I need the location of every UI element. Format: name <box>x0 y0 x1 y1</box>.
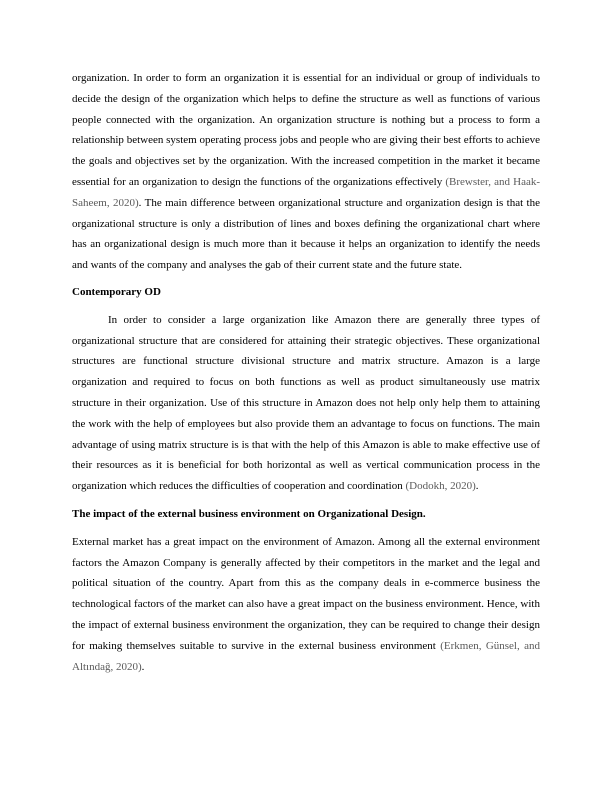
paragraph-text: . <box>141 660 145 673</box>
citation: (Dodokh, 2020) <box>405 480 476 493</box>
paragraph-text: organization. In order to form an organization it is essential for an individual or group of individuals to decide the design of the organization which helps to define the structure as well as functions of various people connected with the organization. An organization structure is nothing but a process to form a relationship between system operating process jobs and people who are giving their best efforts to achieve the goals and objectives set by the organization. With the increased competition in the market it became essential for an organization to design the functions of the organizations effectively <box>72 72 540 188</box>
citation: (Brewster, and Haak-Saheem, 2020) <box>72 175 540 209</box>
section-heading-external-environment: The impact of the external business environment on Organizational Design. <box>72 507 426 520</box>
paragraph-text: . The main difference between organizational structure and organization design is that the organizational structure is only a distribution of lines and boxes defining the organizational chart where has an organizational design is much more than it because it helps an organization to identify the needs and wants of the company and analyses the gab of their current state and the future state. <box>72 196 540 272</box>
paragraph-contemporary-od <box>72 310 540 497</box>
paragraph-text: . <box>475 480 479 493</box>
paragraph-text: In order to consider a large organization like Amazon there are generally three types of organizational structure that are considered for attaining their strategic objectives. These organizational structures are functional structure divisional structure and matrix structure. Amazon is a large organization and required to focus on both functions as well as product simultaneously use matrix structure in their organization. Use of this structure in Amazon does not help only help them to attaining the work with the help of employees but also provide them an advantage to focus on functions. The main advantage of using matrix structure is is that with the help of this Amazon is able to make effective use of their resources as it is beneficial for both horizontal as well as vertical communication process in the organization which reduces the difficulties of cooperation and coordination <box>72 313 540 493</box>
citation: (Erkmen, Günsel, and Altındağ, 2020) <box>72 639 540 673</box>
section-heading-contemporary-od: Contemporary OD <box>72 285 161 298</box>
paragraph-org-design <box>72 68 540 276</box>
paragraph-external-environment <box>72 532 540 678</box>
paragraph-text: External market has a great impact on the environment of Amazon. Among all the external environment factors the Amazon Company is generally affected by their competitors in the market and the legal and political situation of the country. Apart from this as the company deals in e-commerce business the technological factors of the market can also have a great impact on the business environment. Hence, with the impact of external business environment the organization, they can be required to change their design for making themselves suitable to survive in the external business environment <box>72 535 540 652</box>
document-body <box>72 68 540 677</box>
